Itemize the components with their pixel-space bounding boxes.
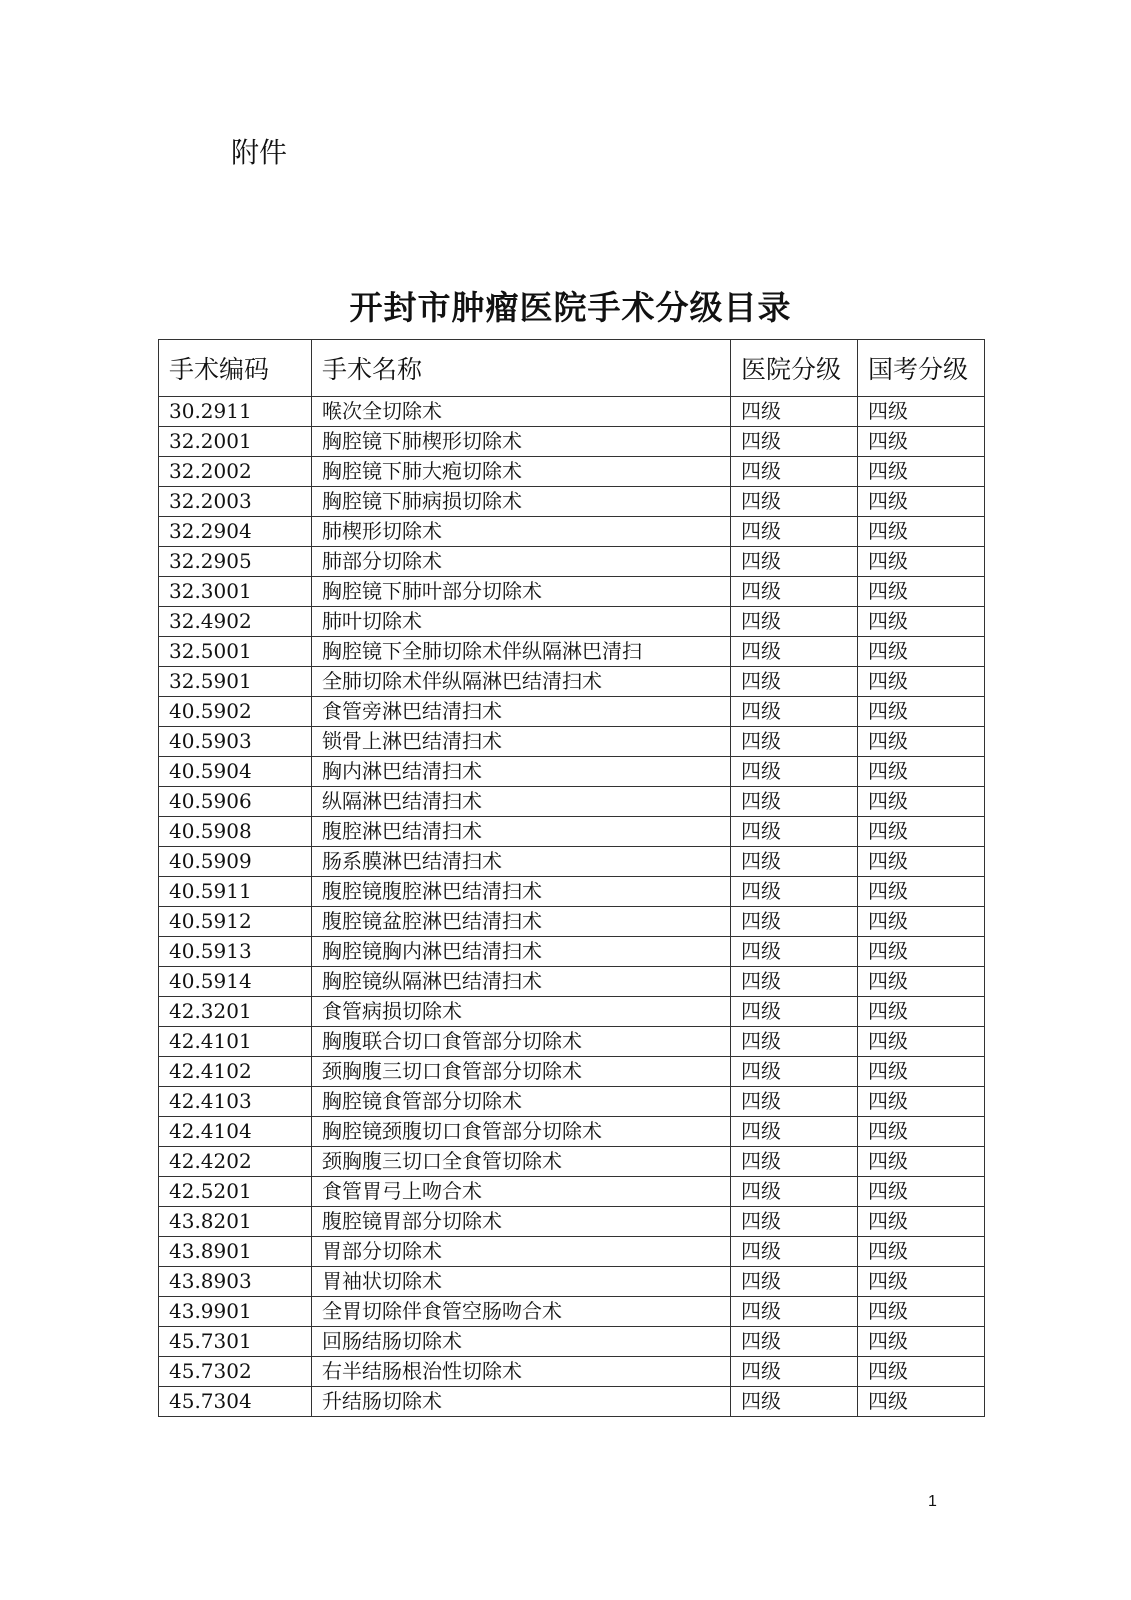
surgery-name-cell: 纵隔淋巴结清扫术 bbox=[312, 787, 731, 817]
national-grade-cell: 四级 bbox=[858, 817, 985, 847]
table-row bbox=[159, 607, 985, 637]
surgery-name-cell: 颈胸腹三切口食管部分切除术 bbox=[312, 1057, 731, 1087]
surgery-code-cell: 32.2904 bbox=[159, 517, 312, 547]
national-grade-cell: 四级 bbox=[858, 547, 985, 577]
national-grade-cell: 四级 bbox=[858, 877, 985, 907]
table-row bbox=[159, 847, 985, 877]
surgery-code-cell: 43.8903 bbox=[159, 1267, 312, 1297]
table-row bbox=[159, 1267, 985, 1297]
surgery-code-cell: 45.7301 bbox=[159, 1327, 312, 1357]
national-grade-cell: 四级 bbox=[858, 427, 985, 457]
hospital-grade-cell: 四级 bbox=[731, 667, 858, 697]
surgery-code-cell: 42.3201 bbox=[159, 997, 312, 1027]
table-header-row bbox=[159, 340, 985, 397]
hospital-grade-cell: 四级 bbox=[731, 547, 858, 577]
hospital-grade-cell: 四级 bbox=[731, 1147, 858, 1177]
national-grade-cell: 四级 bbox=[858, 1087, 985, 1117]
surgery-code-cell: 32.2905 bbox=[159, 547, 312, 577]
surgery-name-cell: 胸腔镜颈腹切口食管部分切除术 bbox=[312, 1117, 731, 1147]
national-grade-cell: 四级 bbox=[858, 967, 985, 997]
attachment-label: 附件 bbox=[231, 136, 288, 169]
surgery-name-cell: 腹腔淋巴结清扫术 bbox=[312, 817, 731, 847]
national-grade-cell: 四级 bbox=[858, 1237, 985, 1267]
surgery-code-cell: 40.5912 bbox=[159, 907, 312, 937]
header-hospital-grade: 医院分级 bbox=[731, 340, 858, 397]
hospital-grade-cell: 四级 bbox=[731, 397, 858, 427]
surgery-name-cell: 肠系膜淋巴结清扫术 bbox=[312, 847, 731, 877]
hospital-grade-cell: 四级 bbox=[731, 1387, 858, 1417]
surgery-code-cell: 45.7304 bbox=[159, 1387, 312, 1417]
national-grade-cell: 四级 bbox=[858, 1267, 985, 1297]
hospital-grade-cell: 四级 bbox=[731, 1027, 858, 1057]
hospital-grade-cell: 四级 bbox=[731, 1087, 858, 1117]
hospital-grade-cell: 四级 bbox=[731, 817, 858, 847]
surgery-name-cell: 锁骨上淋巴结清扫术 bbox=[312, 727, 731, 757]
national-grade-cell: 四级 bbox=[858, 757, 985, 787]
table-body bbox=[159, 397, 985, 1417]
hospital-grade-cell: 四级 bbox=[731, 1207, 858, 1237]
national-grade-cell: 四级 bbox=[858, 397, 985, 427]
table-row bbox=[159, 877, 985, 907]
table-row bbox=[159, 757, 985, 787]
table-row bbox=[159, 997, 985, 1027]
surgery-name-cell: 胸内淋巴结清扫术 bbox=[312, 757, 731, 787]
surgery-name-cell: 肺楔形切除术 bbox=[312, 517, 731, 547]
surgery-code-cell: 45.7302 bbox=[159, 1357, 312, 1387]
hospital-grade-cell: 四级 bbox=[731, 487, 858, 517]
national-grade-cell: 四级 bbox=[858, 697, 985, 727]
surgery-name-cell: 喉次全切除术 bbox=[312, 397, 731, 427]
table-row bbox=[159, 1027, 985, 1057]
surgery-code-cell: 32.5001 bbox=[159, 637, 312, 667]
surgery-code-cell: 42.4101 bbox=[159, 1027, 312, 1057]
surgery-name-cell: 颈胸腹三切口全食管切除术 bbox=[312, 1147, 731, 1177]
surgery-name-cell: 胸腔镜下肺楔形切除术 bbox=[312, 427, 731, 457]
hospital-grade-cell: 四级 bbox=[731, 1117, 858, 1147]
hospital-grade-cell: 四级 bbox=[731, 1267, 858, 1297]
table-row bbox=[159, 967, 985, 997]
table-row bbox=[159, 1237, 985, 1267]
document-title: 开封市肿瘤医院手术分级目录 bbox=[349, 288, 792, 327]
surgery-code-cell: 32.2001 bbox=[159, 427, 312, 457]
surgery-code-cell: 32.5901 bbox=[159, 667, 312, 697]
surgery-name-cell: 回肠结肠切除术 bbox=[312, 1327, 731, 1357]
table-row bbox=[159, 1387, 985, 1417]
national-grade-cell: 四级 bbox=[858, 1357, 985, 1387]
table-row bbox=[159, 1357, 985, 1387]
table-row bbox=[159, 1297, 985, 1327]
national-grade-cell: 四级 bbox=[858, 997, 985, 1027]
table-row bbox=[159, 1087, 985, 1117]
hospital-grade-cell: 四级 bbox=[731, 727, 858, 757]
national-grade-cell: 四级 bbox=[858, 1327, 985, 1357]
national-grade-cell: 四级 bbox=[858, 1297, 985, 1327]
surgery-name-cell: 食管旁淋巴结清扫术 bbox=[312, 697, 731, 727]
hospital-grade-cell: 四级 bbox=[731, 937, 858, 967]
national-grade-cell: 四级 bbox=[858, 517, 985, 547]
table-row bbox=[159, 1057, 985, 1087]
hospital-grade-cell: 四级 bbox=[731, 457, 858, 487]
national-grade-cell: 四级 bbox=[858, 847, 985, 877]
surgery-code-cell: 42.4104 bbox=[159, 1117, 312, 1147]
surgery-name-cell: 胸腔镜下肺叶部分切除术 bbox=[312, 577, 731, 607]
header-national-grade: 国考分级 bbox=[858, 340, 985, 397]
national-grade-cell: 四级 bbox=[858, 637, 985, 667]
hospital-grade-cell: 四级 bbox=[731, 1237, 858, 1267]
national-grade-cell: 四级 bbox=[858, 1387, 985, 1417]
table-row bbox=[159, 1177, 985, 1207]
surgery-name-cell: 全胃切除伴食管空肠吻合术 bbox=[312, 1297, 731, 1327]
surgery-code-cell: 32.2002 bbox=[159, 457, 312, 487]
table-row bbox=[159, 457, 985, 487]
table-row bbox=[159, 1147, 985, 1177]
table-row bbox=[159, 787, 985, 817]
surgery-name-cell: 胸腔镜食管部分切除术 bbox=[312, 1087, 731, 1117]
table-row bbox=[159, 937, 985, 967]
surgery-name-cell: 食管胃弓上吻合术 bbox=[312, 1177, 731, 1207]
national-grade-cell: 四级 bbox=[858, 727, 985, 757]
surgery-name-cell: 胸腔镜下肺病损切除术 bbox=[312, 487, 731, 517]
surgery-code-cell: 43.9901 bbox=[159, 1297, 312, 1327]
header-surgery-name: 手术名称 bbox=[312, 340, 731, 397]
hospital-grade-cell: 四级 bbox=[731, 1177, 858, 1207]
surgery-code-cell: 32.4902 bbox=[159, 607, 312, 637]
table-row bbox=[159, 577, 985, 607]
table-row bbox=[159, 547, 985, 577]
hospital-grade-cell: 四级 bbox=[731, 697, 858, 727]
hospital-grade-cell: 四级 bbox=[731, 967, 858, 997]
hospital-grade-cell: 四级 bbox=[731, 517, 858, 547]
surgery-name-cell: 胸腹联合切口食管部分切除术 bbox=[312, 1027, 731, 1057]
surgery-code-cell: 42.5201 bbox=[159, 1177, 312, 1207]
hospital-grade-cell: 四级 bbox=[731, 787, 858, 817]
surgery-name-cell: 腹腔镜腹腔淋巴结清扫术 bbox=[312, 877, 731, 907]
table-row bbox=[159, 907, 985, 937]
surgery-code-cell: 40.5902 bbox=[159, 697, 312, 727]
surgery-grade-table bbox=[158, 339, 985, 1417]
surgery-code-cell: 40.5908 bbox=[159, 817, 312, 847]
national-grade-cell: 四级 bbox=[858, 457, 985, 487]
table-row bbox=[159, 667, 985, 697]
surgery-code-cell: 40.5906 bbox=[159, 787, 312, 817]
national-grade-cell: 四级 bbox=[858, 487, 985, 517]
page-number: 1 bbox=[928, 1493, 937, 1510]
surgery-name-cell: 胸腔镜下全肺切除术伴纵隔淋巴清扫 bbox=[312, 637, 731, 667]
header-surgery-code: 手术编码 bbox=[159, 340, 312, 397]
surgery-code-cell: 32.3001 bbox=[159, 577, 312, 607]
national-grade-cell: 四级 bbox=[858, 607, 985, 637]
table-row bbox=[159, 397, 985, 427]
table-row bbox=[159, 697, 985, 727]
surgery-code-cell: 30.2911 bbox=[159, 397, 312, 427]
hospital-grade-cell: 四级 bbox=[731, 427, 858, 457]
surgery-name-cell: 胸腔镜下肺大疱切除术 bbox=[312, 457, 731, 487]
table-row bbox=[159, 637, 985, 667]
national-grade-cell: 四级 bbox=[858, 667, 985, 697]
national-grade-cell: 四级 bbox=[858, 907, 985, 937]
surgery-name-cell: 全肺切除术伴纵隔淋巴结清扫术 bbox=[312, 667, 731, 697]
surgery-name-cell: 胃部分切除术 bbox=[312, 1237, 731, 1267]
surgery-name-cell: 胃袖状切除术 bbox=[312, 1267, 731, 1297]
surgery-code-cell: 40.5913 bbox=[159, 937, 312, 967]
surgery-code-cell: 43.8901 bbox=[159, 1237, 312, 1267]
surgery-code-cell: 40.5914 bbox=[159, 967, 312, 997]
hospital-grade-cell: 四级 bbox=[731, 1327, 858, 1357]
surgery-name-cell: 胸腔镜纵隔淋巴结清扫术 bbox=[312, 967, 731, 997]
hospital-grade-cell: 四级 bbox=[731, 1297, 858, 1327]
national-grade-cell: 四级 bbox=[858, 1027, 985, 1057]
surgery-code-cell: 43.8201 bbox=[159, 1207, 312, 1237]
national-grade-cell: 四级 bbox=[858, 1057, 985, 1087]
hospital-grade-cell: 四级 bbox=[731, 907, 858, 937]
surgery-code-cell: 40.5904 bbox=[159, 757, 312, 787]
hospital-grade-cell: 四级 bbox=[731, 1357, 858, 1387]
surgery-code-cell: 40.5911 bbox=[159, 877, 312, 907]
table-row bbox=[159, 427, 985, 457]
hospital-grade-cell: 四级 bbox=[731, 877, 858, 907]
national-grade-cell: 四级 bbox=[858, 1147, 985, 1177]
national-grade-cell: 四级 bbox=[858, 577, 985, 607]
surgery-code-cell: 32.2003 bbox=[159, 487, 312, 517]
surgery-name-cell: 右半结肠根治性切除术 bbox=[312, 1357, 731, 1387]
hospital-grade-cell: 四级 bbox=[731, 607, 858, 637]
table-row bbox=[159, 487, 985, 517]
surgery-name-cell: 肺叶切除术 bbox=[312, 607, 731, 637]
table-row bbox=[159, 1207, 985, 1237]
surgery-name-cell: 食管病损切除术 bbox=[312, 997, 731, 1027]
surgery-name-cell: 胸腔镜胸内淋巴结清扫术 bbox=[312, 937, 731, 967]
surgery-code-cell: 42.4202 bbox=[159, 1147, 312, 1177]
table-row bbox=[159, 817, 985, 847]
table-row bbox=[159, 727, 985, 757]
surgery-code-cell: 40.5903 bbox=[159, 727, 312, 757]
surgery-code-cell: 42.4102 bbox=[159, 1057, 312, 1087]
national-grade-cell: 四级 bbox=[858, 787, 985, 817]
national-grade-cell: 四级 bbox=[858, 1177, 985, 1207]
national-grade-cell: 四级 bbox=[858, 1117, 985, 1147]
surgery-code-cell: 42.4103 bbox=[159, 1087, 312, 1117]
surgery-name-cell: 腹腔镜胃部分切除术 bbox=[312, 1207, 731, 1237]
surgery-name-cell: 肺部分切除术 bbox=[312, 547, 731, 577]
hospital-grade-cell: 四级 bbox=[731, 637, 858, 667]
hospital-grade-cell: 四级 bbox=[731, 1057, 858, 1087]
hospital-grade-cell: 四级 bbox=[731, 847, 858, 877]
table-row bbox=[159, 1327, 985, 1357]
surgery-name-cell: 腹腔镜盆腔淋巴结清扫术 bbox=[312, 907, 731, 937]
national-grade-cell: 四级 bbox=[858, 937, 985, 967]
national-grade-cell: 四级 bbox=[858, 1207, 985, 1237]
hospital-grade-cell: 四级 bbox=[731, 577, 858, 607]
surgery-name-cell: 升结肠切除术 bbox=[312, 1387, 731, 1417]
hospital-grade-cell: 四级 bbox=[731, 757, 858, 787]
hospital-grade-cell: 四级 bbox=[731, 997, 858, 1027]
surgery-code-cell: 40.5909 bbox=[159, 847, 312, 877]
table-row bbox=[159, 517, 985, 547]
table-row bbox=[159, 1117, 985, 1147]
